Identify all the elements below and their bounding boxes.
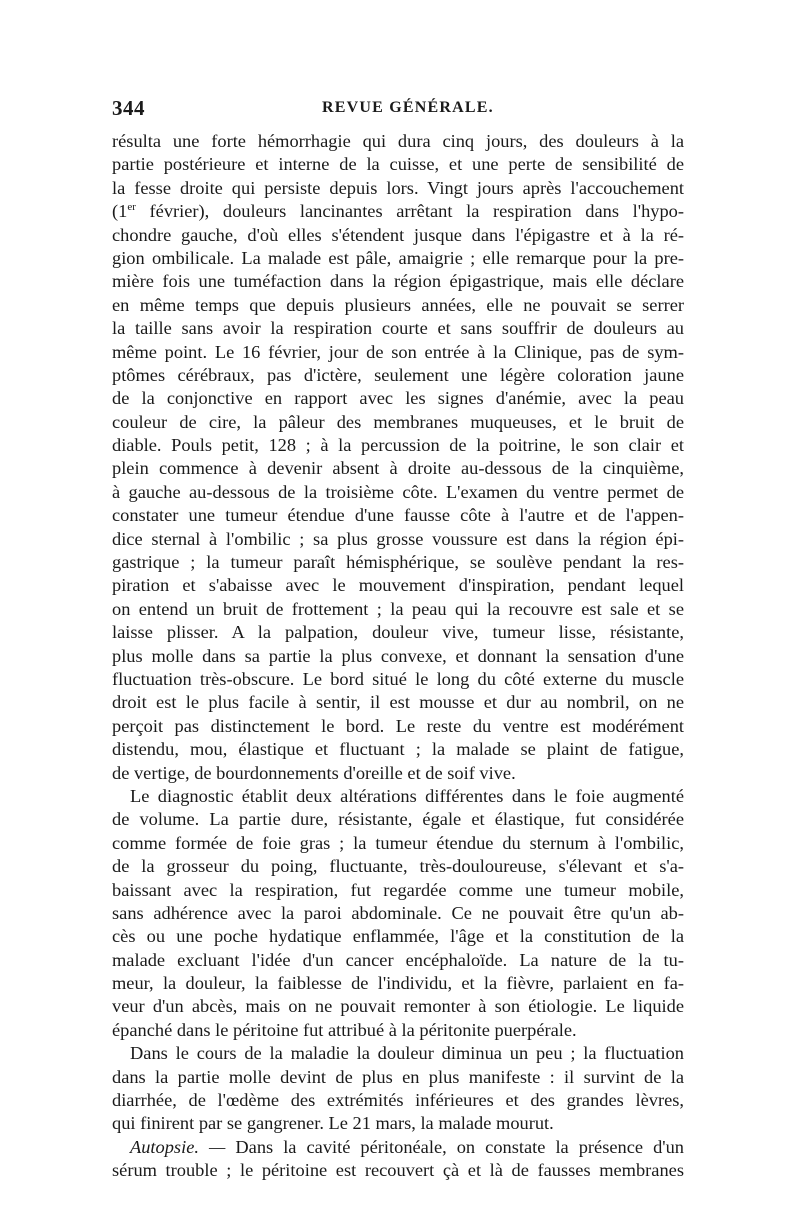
text-line: gion ombilicale. La malade est pâle, amaigrie ; elle remarque pour la pre- [112, 247, 684, 268]
text-line: dice sternal à l'ombilic ; sa plus grosse voussure est dans la région épi- [112, 528, 684, 549]
text-line: ptômes cérébraux, pas d'ictère, seulement une légère coloration jaune [112, 364, 684, 385]
text-line: veur d'un abcès, mais on ne pouvait remonter à son étiologie. Le liquide [112, 996, 684, 1017]
text-line: de la conjonctive en rapport avec les signes d'anémie, avec la peau [112, 388, 684, 409]
text-line: Le diagnostic établit deux altérations différentes dans le foie augmenté [130, 785, 684, 806]
text-line: comme formée de foie gras ; la tumeur étendue du sternum à l'ombilic, [112, 832, 684, 853]
text-line: baissant avec la respiration, fut regardée comme une tumeur mobile, [112, 879, 684, 900]
text-line: mière fois une tuméfaction dans la région épigastrique, mais elle déclare [112, 271, 684, 292]
autopsie-label: Autopsie. — [130, 1136, 226, 1157]
text-line: de la grosseur du poing, fluctuante, très-douloureuse, s'élevant et s'a- [112, 856, 684, 877]
ordinal-rest: février), douleurs lancinantes arrêtant la respiration dans l'hypo- [135, 201, 684, 222]
text-line: la taille sans avoir la respiration courte et sans souffrir de douleurs au [112, 318, 684, 339]
text-line [112, 1136, 684, 1159]
text-line: malade excluant l'idée d'un cancer encéphaloïde. La nature de la tu- [112, 949, 684, 970]
autopsie-text: Dans la cavité péritonéale, on constate la présence d'un [235, 1136, 684, 1157]
text-line: plus molle dans sa partie la plus convexe, et donnant la sensation d'une [112, 645, 684, 666]
text-line [112, 200, 684, 223]
text-line: chondre gauche, d'où elles s'étendent jusque dans l'épigastre et à la ré- [112, 224, 684, 245]
text-line: fluctuation très-obscure. Le bord situé le long du côté externe du muscle [112, 668, 684, 689]
ordinal-prefix: (1 [112, 201, 128, 222]
text-line: dans la partie molle devint de plus en plus manifeste : il survint de la [112, 1066, 684, 1087]
journal-title: REVUE GÉNÉRALE. [322, 99, 494, 116]
text-line: de volume. La partie dure, résistante, égale et élastique, fut considérée [112, 809, 684, 830]
text-line: distendu, mou, élastique et fluctuant ; la malade se plaint de fatigue, [112, 739, 684, 760]
text-line: sérum trouble ; le péritoine est recouvert çà et là de fausses membranes [112, 1160, 684, 1181]
text-line: cès ou une poche hydatique enflammée, l'âge et la constitution de la [112, 926, 684, 947]
text-line: Dans le cours de la maladie la douleur diminua un peu ; la fluctuation [130, 1043, 684, 1064]
text-line: diable. Pouls petit, 128 ; à la percussion de la poitrine, le son clair et [112, 435, 684, 456]
text-line: de vertige, de bourdonnements d'oreille et de soif vive. [112, 762, 516, 783]
text-line: gastrique ; la tumeur paraît hémisphérique, se soulève pendant la res- [112, 552, 684, 573]
text-line: partie postérieure et interne de la cuisse, et une perte de sensibilité de [112, 154, 684, 175]
text-line: épanché dans le péritoine fut attribué à la péritonite puerpérale. [112, 1019, 577, 1040]
text-line: en même temps que depuis plusieurs années, elle ne pouvait se serrer [112, 294, 684, 315]
text-line: droit est le plus facile à sentir, il est mousse et dur au nombril, on ne [112, 692, 684, 713]
body-text [112, 130, 684, 1183]
text-line: couleur de cire, la pâleur des membranes muqueuses, et le bruit de [112, 411, 684, 432]
text-line: perçoit pas distinctement le bord. Le reste du ventre est modérément [112, 715, 684, 736]
page-number: 344 [112, 96, 145, 120]
text-line: résulta une forte hémorrhagie qui dura cinq jours, des douleurs à la [112, 131, 684, 151]
text-line: diarrhée, de l'œdème des extrémités inférieures et des grandes lèvres, [112, 1090, 684, 1111]
text-line: on entend un bruit de frottement ; la peau qui la recouvre est sale et se [112, 598, 684, 619]
text-line: constater une tumeur étendue d'une fausse côte à l'autre et de l'appen- [112, 505, 684, 526]
text-line: à gauche au-dessous de la troisième côte. L'examen du ventre permet de [112, 481, 684, 502]
running-header [112, 96, 682, 124]
text-line: meur, la douleur, la faiblesse de l'individu, et la fièvre, parlaient en fa- [112, 973, 684, 994]
text-line: piration et s'abaisse avec le mouvement d'inspiration, pendant lequel [112, 575, 684, 596]
ordinal-superscript: er [127, 201, 136, 214]
text-line: sans adhérence avec la paroi abdominale. Ce ne pouvait être qu'un ab- [112, 902, 684, 923]
text-line: plein commence à devenir absent à droite au-dessous de la cinquième, [112, 458, 684, 479]
text-line: même point. Le 16 février, jour de son entrée à la Clinique, pas de sym- [112, 341, 684, 362]
text-line: laisse plisser. A la palpation, douleur vive, tumeur lisse, résistante, [112, 622, 684, 643]
text-line: la fesse droite qui persiste depuis lors. Vingt jours après l'accouchement [112, 177, 684, 198]
text-line: qui finirent par se gangrener. Le 21 mars, la malade mourut. [112, 1113, 554, 1134]
